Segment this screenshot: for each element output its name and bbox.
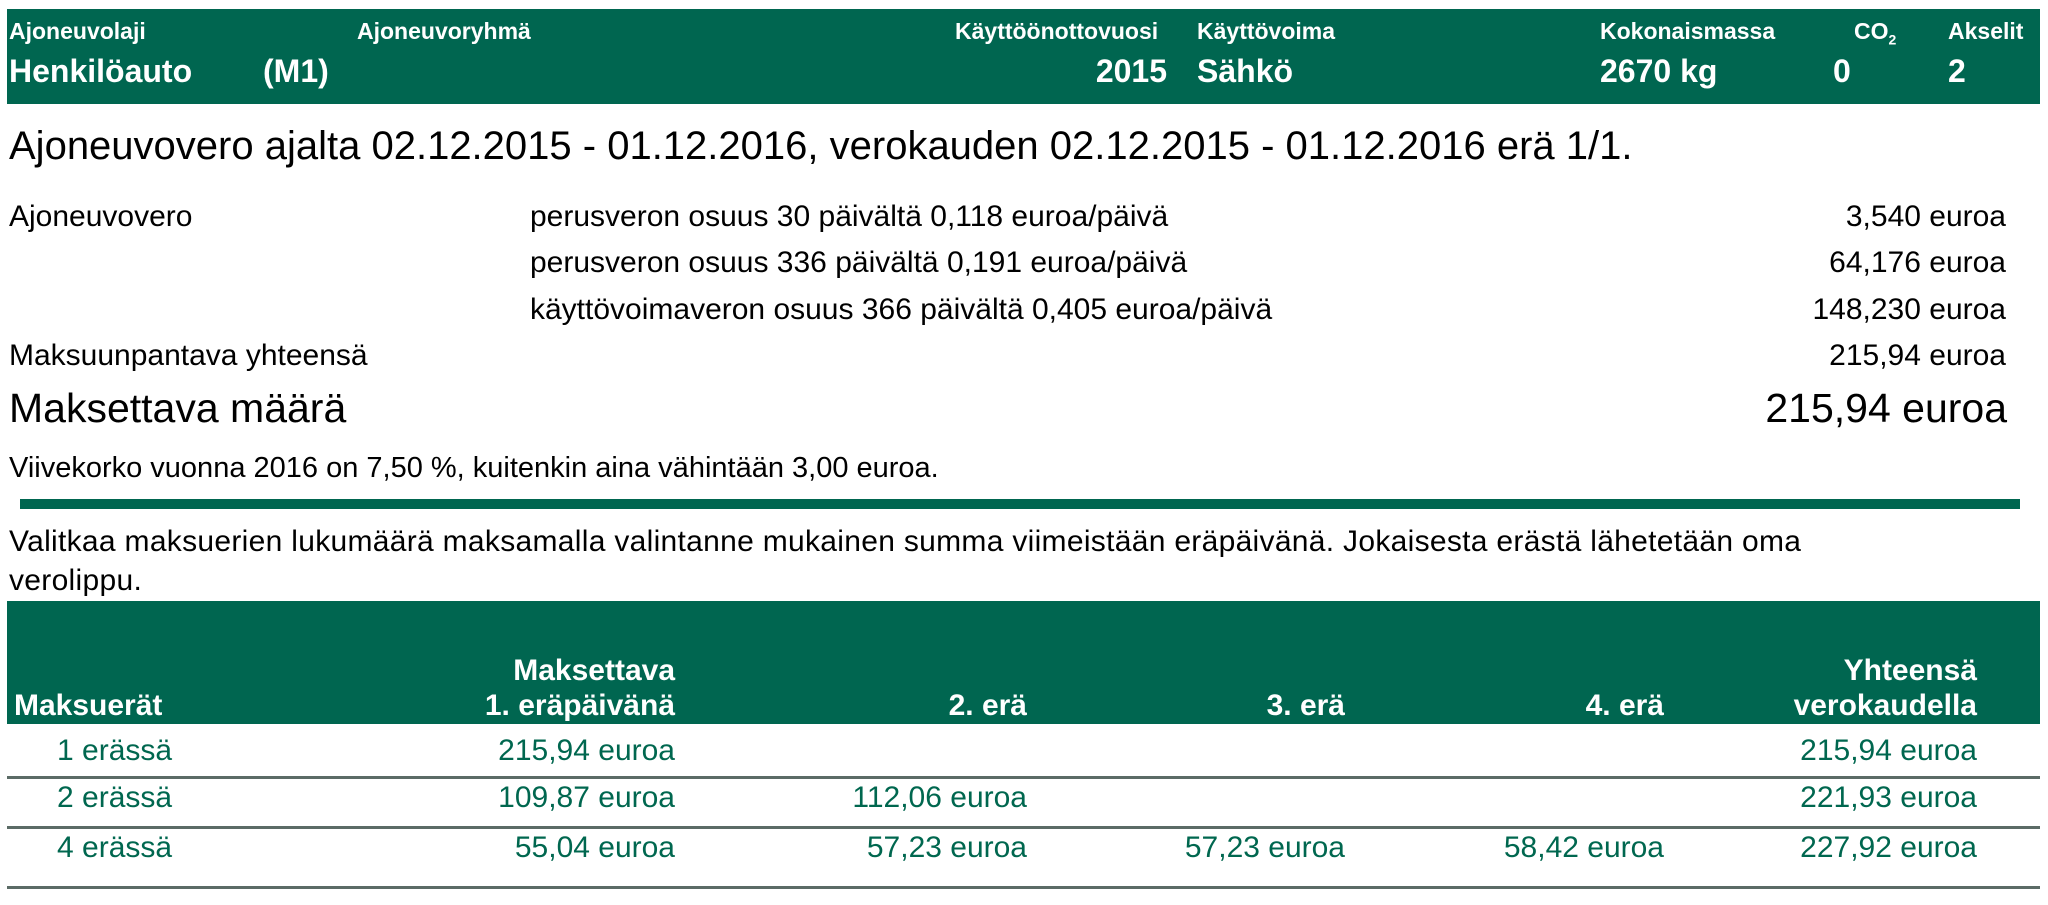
- total-amount: 215,94 euroa: [1800, 734, 1977, 767]
- total-amount: 221,93 euroa: [1800, 781, 1977, 814]
- installments-table-header: [7, 601, 2040, 724]
- installment-count: 4 erässä: [57, 831, 173, 864]
- total-mass-label: Kokonaismassa: [1600, 18, 1776, 44]
- tax-line-amount: 148,230 euroa: [1812, 293, 2006, 326]
- first-due-amount: 215,94 euroa: [498, 734, 675, 767]
- vehicle-group-label: Ajoneuvoryhmä: [357, 18, 531, 44]
- installment-count: 1 erässä: [57, 734, 173, 767]
- col-total-line1: Yhteensä: [1843, 654, 1977, 687]
- co2-value: 0: [1833, 53, 1851, 89]
- axles-value: 2: [1948, 53, 1966, 89]
- vehicle-info-header: [7, 9, 2040, 104]
- subtotal-amount: 215,94 euroa: [1829, 339, 2006, 372]
- col-installment-count: Maksuerät: [14, 689, 163, 722]
- late-interest-note: Viivekorko vuonna 2016 on 7,50 %, kuitenkin aina vähintään 3,00 euroa.: [9, 452, 939, 484]
- tax-period-title: Ajoneuvovero ajalta 02.12.2015 - 01.12.2016, verokauden 02.12.2015 - 01.12.2016 erä 1/1.: [9, 124, 1633, 168]
- col-total-line2: verokaudella: [1793, 689, 1977, 722]
- installment-instruction-cont: verolippu.: [9, 564, 143, 597]
- first-registration-year-value: 2015: [1095, 53, 1167, 89]
- tax-line-desc: käyttövoimaveron osuus 366 päivältä 0,405 euroa/päivä: [530, 293, 1273, 326]
- tax-line-amount: 3,540 euroa: [1845, 200, 2006, 233]
- vehicle-type-label: Ajoneuvolaji: [9, 18, 146, 44]
- col-first-line1: Maksettava: [513, 654, 675, 687]
- fuel-label: Käyttövoima: [1197, 18, 1336, 44]
- tax-line-desc: perusveron osuus 30 päivältä 0,118 euroa/päivä: [530, 200, 1169, 233]
- first-due-amount: 109,87 euroa: [498, 781, 675, 814]
- total-mass-value: 2670 kg: [1600, 53, 1718, 89]
- installment-row: [7, 727, 2040, 775]
- vehicle-group-value: (M1): [263, 53, 329, 89]
- col-third: 3. erä: [1266, 689, 1345, 722]
- col-fourth: 4. erä: [1585, 689, 1664, 722]
- col-second: 2. erä: [948, 689, 1027, 722]
- tax-line-desc: perusveron osuus 336 päivältä 0,191 euroa/päivä: [530, 246, 1188, 279]
- installment-row: [7, 824, 2040, 872]
- co2-label: $CO_2$: [1854, 18, 1897, 48]
- payable-amount: 215,94 euroa: [1765, 385, 2007, 431]
- first-registration-year-label: Käyttöönottovuosi: [955, 18, 1159, 44]
- vehicle-type-value: Henkilöauto: [9, 53, 193, 89]
- fuel-value: Sähkö: [1197, 53, 1294, 89]
- section-divider: [20, 499, 2020, 509]
- total-amount: 227,92 euroa: [1800, 831, 1977, 864]
- second-due-amount: 57,23 euroa: [866, 831, 1027, 864]
- payable-label: Maksettava määrä: [9, 385, 347, 431]
- axles-label: Akselit: [1948, 18, 2024, 44]
- vehicle-tax-label: Ajoneuvovero: [9, 200, 193, 233]
- row-divider: [7, 886, 2040, 889]
- third-due-amount: 57,23 euroa: [1184, 831, 1345, 864]
- installment-instruction: Valitkaa maksuerien lukumäärä maksamalla valintanne mukainen summa viimeistään eräpäivänä. Jokaisesta erästä lähetetään oma: [9, 525, 1802, 558]
- fourth-due-amount: 58,42 euroa: [1503, 831, 1664, 864]
- installment-row: [7, 774, 2040, 822]
- tax-line-amount: 64,176 euroa: [1829, 246, 2006, 279]
- subtotal-label: Maksuunpantava yhteensä: [9, 339, 368, 372]
- first-due-amount: 55,04 euroa: [514, 831, 675, 864]
- installment-count: 2 erässä: [57, 781, 173, 814]
- second-due-amount: 112,06 euroa: [852, 781, 1027, 814]
- col-first-line2: 1. eräpäivänä: [484, 689, 675, 722]
